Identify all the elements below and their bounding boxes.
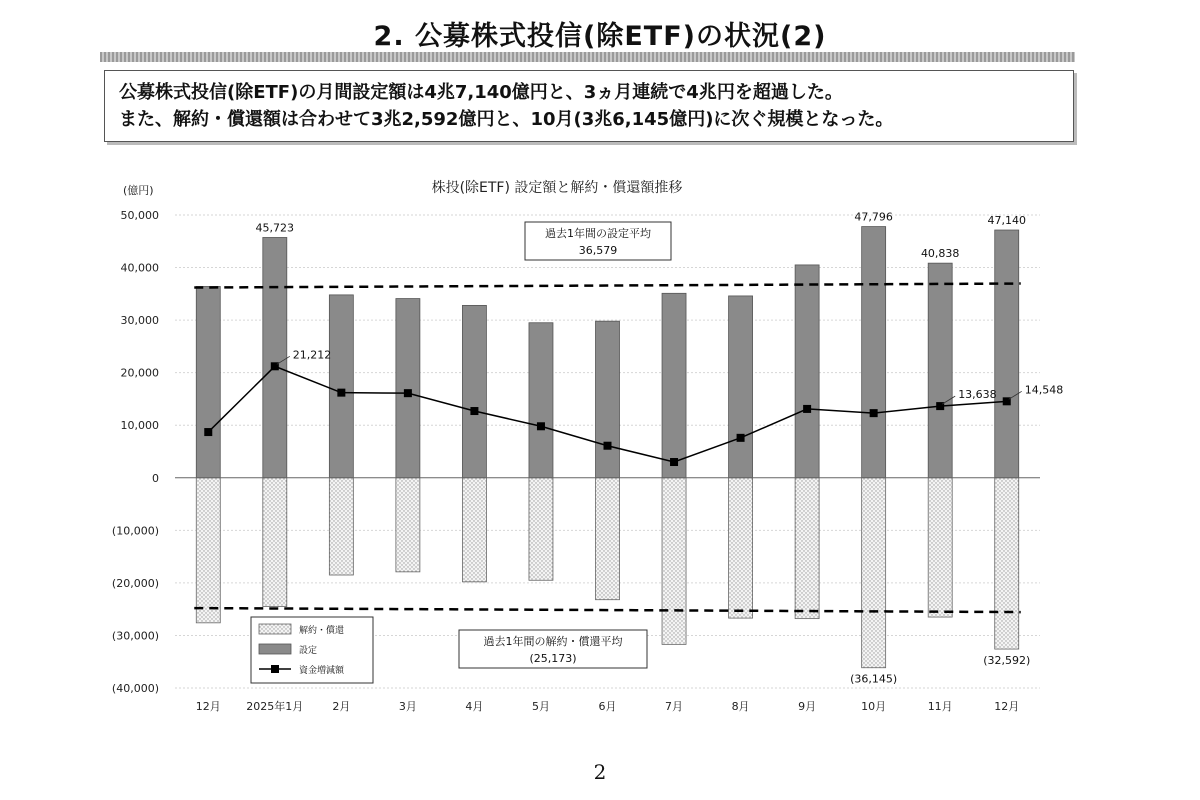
line-point — [737, 434, 745, 442]
y-tick-label: 50,000 — [120, 209, 159, 222]
bar-redemption — [928, 478, 952, 617]
bar-redemption — [329, 478, 353, 575]
y-axis-unit: (億円) — [123, 184, 154, 197]
summary-line-1: 公募株式投信(除ETF)の月間設定額は4兆7,140億円と、3ヵ月連続で4兆円を超過した。 — [119, 82, 843, 103]
line-data-label: 21,212 — [292, 348, 332, 362]
bar-redemption — [662, 478, 686, 645]
bar-setting — [928, 263, 952, 478]
x-tick-label: 2月 — [332, 700, 351, 713]
bar-redemption — [795, 478, 819, 619]
chart — [95, 170, 1095, 730]
bar-redemption — [529, 478, 553, 580]
y-tick-label: 0 — [152, 471, 159, 485]
bar-setting — [529, 323, 553, 478]
x-tick-label: 5月 — [531, 700, 550, 713]
line-point — [337, 389, 345, 397]
summary-box — [104, 70, 1074, 142]
y-tick-label: 20,000 — [120, 366, 159, 380]
bar-setting — [329, 295, 353, 478]
ref-setting-label-text: 過去1年間の設定平均 — [545, 227, 651, 240]
line-point — [670, 458, 678, 466]
legend-label: 解約・償還 — [299, 626, 345, 636]
legend-swatch-setting — [259, 644, 291, 654]
ref-setting-label-value: 36,579 — [578, 244, 618, 257]
bar-setting — [396, 299, 420, 478]
bar-setting — [795, 265, 819, 478]
legend-swatch-redemption — [259, 624, 291, 634]
bar-setting — [263, 237, 287, 477]
y-tick-label: (30,000) — [111, 629, 159, 643]
bar-redemption — [196, 478, 220, 623]
bar-redemption — [462, 478, 486, 582]
y-tick-label: (40,000) — [111, 682, 159, 695]
line-point — [404, 389, 412, 397]
bar-data-label: 40,838 — [920, 247, 960, 261]
x-tick-label: 12月 — [994, 700, 1020, 713]
bar-setting — [196, 286, 220, 477]
bar-data-label: 47,140 — [987, 214, 1026, 228]
bar-data-label: (32,592) — [983, 654, 1031, 668]
bar-setting — [596, 321, 620, 478]
ref-redemption-label-value: (25,173) — [529, 652, 577, 665]
x-tick-label: 6月 — [598, 700, 617, 713]
x-tick-label: 2025年1月 — [246, 700, 304, 713]
y-tick-label: (20,000) — [111, 576, 159, 590]
summary-line-2: また、解約・償還額は合わせて3兆2,592億円と、10月(3兆6,145億円)に次ぐ規模となった。 — [119, 109, 894, 130]
page-title: 2. 公募株式投信(除ETF)の状況(2) — [373, 21, 827, 52]
x-tick-label: 8月 — [731, 700, 750, 713]
bar-data-label: 45,723 — [255, 221, 295, 235]
bar-setting — [862, 227, 886, 478]
x-tick-label: 9月 — [798, 700, 817, 713]
chart-title: 株投(除ETF) 設定額と解約・償還額推移 — [431, 180, 683, 196]
line-point — [204, 428, 212, 436]
x-tick-label: 10月 — [861, 700, 887, 713]
y-tick-label: 10,000 — [120, 419, 159, 433]
y-tick-label: 40,000 — [120, 261, 159, 275]
x-tick-label: 12月 — [195, 700, 221, 713]
ref-redemption-label-text: 過去1年間の解約・償還平均 — [483, 635, 623, 648]
line-data-label: 13,638 — [958, 388, 997, 402]
page-number: 2 — [593, 760, 607, 784]
line-point — [803, 405, 811, 413]
x-tick-label: 3月 — [398, 700, 417, 713]
line-point — [537, 422, 545, 430]
y-tick-label: 30,000 — [120, 314, 159, 328]
bar-redemption — [995, 478, 1019, 649]
bar-data-label: (36,145) — [850, 672, 898, 686]
bar-redemption — [263, 478, 287, 607]
legend-label: 設定 — [299, 646, 318, 656]
bar-setting — [662, 293, 686, 477]
x-tick-label: 4月 — [465, 700, 484, 713]
x-tick-label: 11月 — [927, 700, 953, 713]
bar-setting — [995, 230, 1019, 478]
reference-line — [194, 608, 1020, 612]
bar-setting — [729, 296, 753, 478]
bar-data-label: 47,796 — [854, 210, 893, 224]
x-tick-label: 7月 — [665, 700, 684, 713]
bar-redemption — [862, 478, 886, 668]
line-data-label: 14,548 — [1024, 383, 1064, 397]
legend-label: 資金増減額 — [299, 666, 345, 676]
legend-swatch-marker — [271, 665, 279, 673]
bar-setting — [462, 305, 486, 477]
bar-redemption — [596, 478, 620, 600]
line-point — [470, 407, 478, 415]
y-tick-label: (10,000) — [111, 524, 159, 538]
header-band — [100, 52, 1075, 62]
bar-redemption — [396, 478, 420, 572]
line-point — [870, 409, 878, 417]
line-point — [604, 442, 612, 450]
bar-redemption — [729, 478, 753, 618]
reference-line — [194, 284, 1020, 288]
